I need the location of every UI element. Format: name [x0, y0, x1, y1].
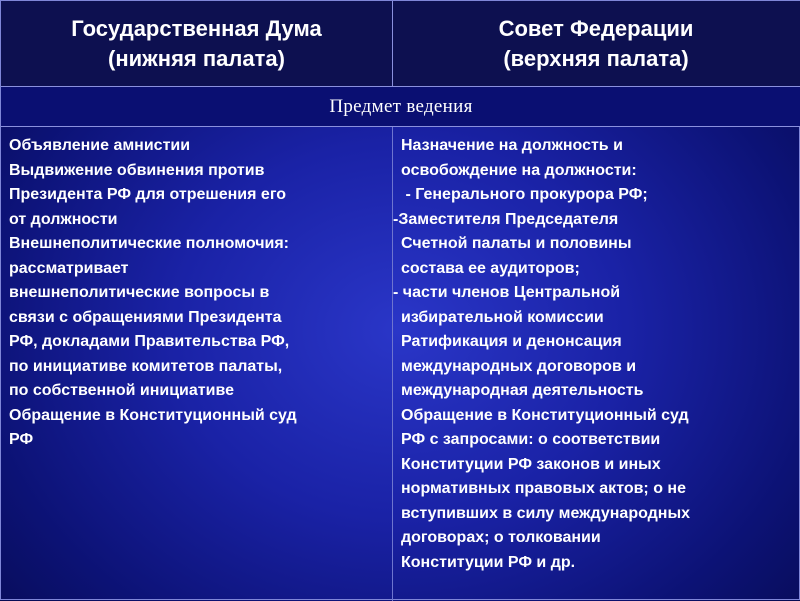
header-left-line2: (нижняя палата): [108, 46, 285, 71]
duma-powers-column: [1, 134, 389, 453]
duma-line: по собственной инициативе: [9, 382, 234, 399]
council-line: - части членов Центральной: [393, 284, 621, 301]
header-federation-council: [393, 1, 799, 87]
duma-line: Обращение в Конституционный суд: [9, 406, 297, 424]
council-line: Ратификация и денонсация: [401, 333, 622, 350]
council-line: освобождение на должности:: [401, 161, 637, 179]
duma-line: Внешнеполитические полномочия:: [9, 235, 290, 252]
duma-line: РФ: [9, 431, 34, 448]
council-line: договорах; о толковании: [401, 529, 601, 546]
council-line: вступивших в силу международных: [401, 504, 691, 522]
council-line: Счетной палаты и половины: [401, 235, 632, 252]
council-line: -Заместителя Председателя: [393, 210, 619, 228]
header-right-line2: (верхняя палата): [503, 46, 689, 71]
council-line: международная деятельность: [401, 382, 644, 399]
council-line: международных договоров и: [401, 357, 637, 375]
duma-line: РФ, докладами Правительства РФ,: [9, 333, 290, 350]
council-line: Конституции РФ законов и иных: [401, 455, 661, 473]
duma-line: Выдвижение обвинения против: [9, 161, 265, 179]
duma-line: по инициативе комитетов палаты,: [9, 357, 283, 375]
council-line: - Генерального прокурора РФ;: [401, 186, 648, 203]
duma-line: связи с обращениями Президента: [9, 308, 282, 326]
council-line: Конституции РФ и др.: [401, 553, 576, 571]
council-line: Назначение на должность и: [401, 137, 623, 154]
council-line: состава ее аудиторов;: [401, 259, 580, 277]
council-line: РФ с запросами: о соответствии: [401, 431, 661, 448]
council-line: избирательной комиссии: [401, 308, 604, 326]
duma-line: Объявление амнистии: [9, 137, 191, 154]
subject-title: Предмет ведения: [329, 95, 473, 117]
federation-council-powers-column: [393, 134, 799, 575]
council-line: нормативных правовых актов; о не: [401, 480, 686, 497]
header-right-line1: Совет Федерации: [498, 16, 694, 41]
duma-line: внешнеполитические вопросы в: [9, 284, 270, 301]
council-line: Обращение в Конституционный суд: [401, 406, 689, 424]
duma-line: от должности: [9, 210, 118, 228]
header-row: [1, 1, 800, 87]
duma-line: Президента РФ для отрешения его: [9, 186, 287, 203]
subject-row: [1, 87, 800, 127]
duma-line: рассматривает: [9, 259, 129, 277]
header-left-line1: Государственная Дума: [71, 16, 322, 41]
header-state-duma: [1, 1, 392, 87]
